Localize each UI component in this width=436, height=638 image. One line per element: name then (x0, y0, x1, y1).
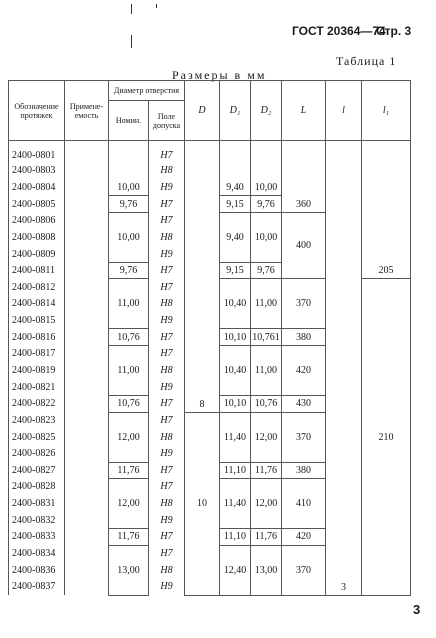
nominal-cell: 10,00 (109, 141, 149, 196)
page-label: Стр. 3 (376, 24, 412, 38)
D1-cell: 9,40 (220, 212, 251, 262)
D2-cell: 10,00 (251, 212, 282, 262)
nominal-cell: 9,76 (109, 262, 149, 279)
l1-cell: 210 (362, 279, 411, 595)
D1-cell: 11,10 (220, 529, 251, 546)
applicability-cell (65, 329, 109, 346)
applicability-cell (65, 262, 109, 279)
column-header-nominal: Номин. (109, 101, 149, 141)
D2-cell: 9,76 (251, 196, 282, 213)
D1-cell: 10,10 (220, 329, 251, 346)
column-header-D1: D₁ (220, 81, 251, 141)
tolerance-cell: H8 (149, 163, 185, 180)
applicability-cell (65, 562, 109, 579)
tolerance-cell: H7 (149, 545, 185, 562)
L-cell: 370 (282, 545, 326, 595)
D1-cell: 11,10 (220, 462, 251, 479)
D1-cell: 10,40 (220, 279, 251, 329)
D1-cell: 11,40 (220, 479, 251, 529)
applicability-cell (65, 196, 109, 213)
applicability-cell (65, 545, 109, 562)
designation-cell: 2400-0833 (9, 529, 65, 546)
applicability-cell (65, 163, 109, 180)
tolerance-cell: H8 (149, 562, 185, 579)
D2-cell: 12,00 (251, 479, 282, 529)
scan-mark (156, 4, 157, 8)
column-header-applicability: Примене-емость (65, 81, 109, 141)
tolerance-cell: H8 (149, 296, 185, 313)
applicability-cell (65, 346, 109, 363)
applicability-cell (65, 296, 109, 313)
applicability-cell (65, 529, 109, 546)
column-header-L: L (282, 81, 326, 141)
designation-cell: 2400-0832 (9, 512, 65, 529)
tolerance-cell: H7 (149, 196, 185, 213)
applicability-cell (65, 141, 109, 163)
tolerance-cell: H7 (149, 279, 185, 296)
designation-cell: 2400-0809 (9, 246, 65, 263)
designation-cell: 2400-0808 (9, 229, 65, 246)
nominal-cell: 12,00 (109, 479, 149, 529)
nominal-cell: 11,76 (109, 529, 149, 546)
designation-cell: 2400-0811 (9, 262, 65, 279)
table-row (9, 141, 411, 163)
applicability-cell (65, 312, 109, 329)
designation-cell: 2400-0837 (9, 579, 65, 596)
designation-cell: 2400-0805 (9, 196, 65, 213)
L-cell: 360 (282, 141, 326, 213)
table-caption: Размеры в мм (172, 68, 267, 82)
designation-cell: 2400-0831 (9, 495, 65, 512)
applicability-cell (65, 495, 109, 512)
tolerance-cell: H7 (149, 329, 185, 346)
designation-cell: 2400-0815 (9, 312, 65, 329)
nominal-cell: 9,76 (109, 196, 149, 213)
designation-cell: 2400-0801 (9, 141, 65, 163)
L-cell: 370 (282, 412, 326, 462)
applicability-cell (65, 362, 109, 379)
L-cell: 380 (282, 329, 326, 346)
tolerance-cell: H8 (149, 495, 185, 512)
D2-cell: 10,761 (251, 329, 282, 346)
nominal-cell: 10,76 (109, 395, 149, 412)
tolerance-cell: H7 (149, 529, 185, 546)
tolerance-cell: H7 (149, 412, 185, 429)
column-header-hole-diameter: Диаметр отверстия (109, 81, 185, 101)
column-header-D2: D₂ (251, 81, 282, 141)
designation-cell: 2400-0803 (9, 163, 65, 180)
applicability-cell (65, 212, 109, 229)
tolerance-cell: H7 (149, 479, 185, 496)
designation-cell: 2400-0836 (9, 562, 65, 579)
nominal-cell: 11,76 (109, 462, 149, 479)
l1-cell: 205 (362, 141, 411, 279)
applicability-cell (65, 179, 109, 196)
applicability-cell (65, 229, 109, 246)
designation-cell: 2400-0834 (9, 545, 65, 562)
dimensions-table (8, 80, 411, 596)
L-cell: 370 (282, 279, 326, 329)
tolerance-cell: H8 (149, 429, 185, 446)
L-cell: 430 (282, 395, 326, 412)
designation-cell: 2400-0825 (9, 429, 65, 446)
D1-cell: 9,40 (220, 141, 251, 196)
D1-cell: 9,15 (220, 196, 251, 213)
nominal-cell: 13,00 (109, 545, 149, 595)
nominal-cell: 11,00 (109, 346, 149, 396)
designation-cell: 2400-0823 (9, 412, 65, 429)
column-header-D: D (185, 81, 220, 141)
D2-cell: 12,00 (251, 412, 282, 462)
D2-cell: 11,00 (251, 346, 282, 396)
applicability-cell (65, 395, 109, 412)
nominal-cell: 11,00 (109, 279, 149, 329)
tolerance-cell: H7 (149, 262, 185, 279)
tolerance-cell: H7 (149, 346, 185, 363)
l-cell: 3 (326, 141, 362, 596)
column-header-l: l (326, 81, 362, 141)
page-number: 3 (413, 602, 421, 617)
tolerance-cell: H9 (149, 312, 185, 329)
applicability-cell (65, 379, 109, 396)
nominal-cell: 10,76 (109, 329, 149, 346)
tolerance-cell: H7 (149, 395, 185, 412)
L-cell: 420 (282, 346, 326, 396)
D2-cell: 13,00 (251, 545, 282, 595)
D1-cell: 9,15 (220, 262, 251, 279)
designation-cell: 2400-0816 (9, 329, 65, 346)
standard-number: ГОСТ 20364—74 (292, 24, 386, 38)
D2-cell: 10,00 (251, 141, 282, 196)
designation-cell: 2400-0814 (9, 296, 65, 313)
tolerance-cell: H8 (149, 229, 185, 246)
D1-cell: 10,10 (220, 395, 251, 412)
D1-cell: 11,40 (220, 412, 251, 462)
D-cell: 10 (185, 412, 220, 595)
D2-cell: 11,76 (251, 529, 282, 546)
designation-cell: 2400-0826 (9, 445, 65, 462)
designation-cell: 2400-0827 (9, 462, 65, 479)
scan-mark (131, 35, 132, 48)
tolerance-cell: H9 (149, 579, 185, 596)
tolerance-cell: H9 (149, 512, 185, 529)
nominal-cell: 12,00 (109, 412, 149, 462)
tolerance-cell: H7 (149, 141, 185, 163)
applicability-cell (65, 579, 109, 596)
D1-cell: 12,40 (220, 545, 251, 595)
applicability-cell (65, 246, 109, 263)
designation-cell: 2400-0804 (9, 179, 65, 196)
designation-cell: 2400-0812 (9, 279, 65, 296)
applicability-cell (65, 512, 109, 529)
D2-cell: 11,76 (251, 462, 282, 479)
applicability-cell (65, 479, 109, 496)
tolerance-cell: H9 (149, 179, 185, 196)
nominal-cell: 10,00 (109, 212, 149, 262)
designation-cell: 2400-0828 (9, 479, 65, 496)
designation-cell: 2400-0806 (9, 212, 65, 229)
column-header-tolerance: Поле допуска (149, 101, 185, 141)
column-header-l1: l₁ (362, 81, 411, 141)
tolerance-cell: H9 (149, 445, 185, 462)
designation-cell: 2400-0821 (9, 379, 65, 396)
tolerance-cell: H7 (149, 462, 185, 479)
applicability-cell (65, 462, 109, 479)
applicability-cell (65, 445, 109, 462)
tolerance-cell: H9 (149, 379, 185, 396)
applicability-cell (65, 412, 109, 429)
D2-cell: 10,76 (251, 395, 282, 412)
applicability-cell (65, 279, 109, 296)
column-header-designation: Обозначение протяжек (9, 81, 65, 141)
L-cell: 420 (282, 529, 326, 546)
designation-cell: 2400-0819 (9, 362, 65, 379)
designation-cell: 2400-0817 (9, 346, 65, 363)
applicability-cell (65, 429, 109, 446)
scan-mark (131, 4, 132, 14)
L-cell: 400 (282, 212, 326, 279)
tolerance-cell: H8 (149, 362, 185, 379)
D-cell: 8 (185, 141, 220, 413)
table-label: Таблица 1 (336, 54, 397, 68)
designation-cell: 2400-0822 (9, 395, 65, 412)
D1-cell: 10,40 (220, 346, 251, 396)
D2-cell: 9,76 (251, 262, 282, 279)
L-cell: 380 (282, 462, 326, 479)
D2-cell: 11,00 (251, 279, 282, 329)
L-cell: 410 (282, 479, 326, 529)
tolerance-cell: H7 (149, 212, 185, 229)
tolerance-cell: H9 (149, 246, 185, 263)
